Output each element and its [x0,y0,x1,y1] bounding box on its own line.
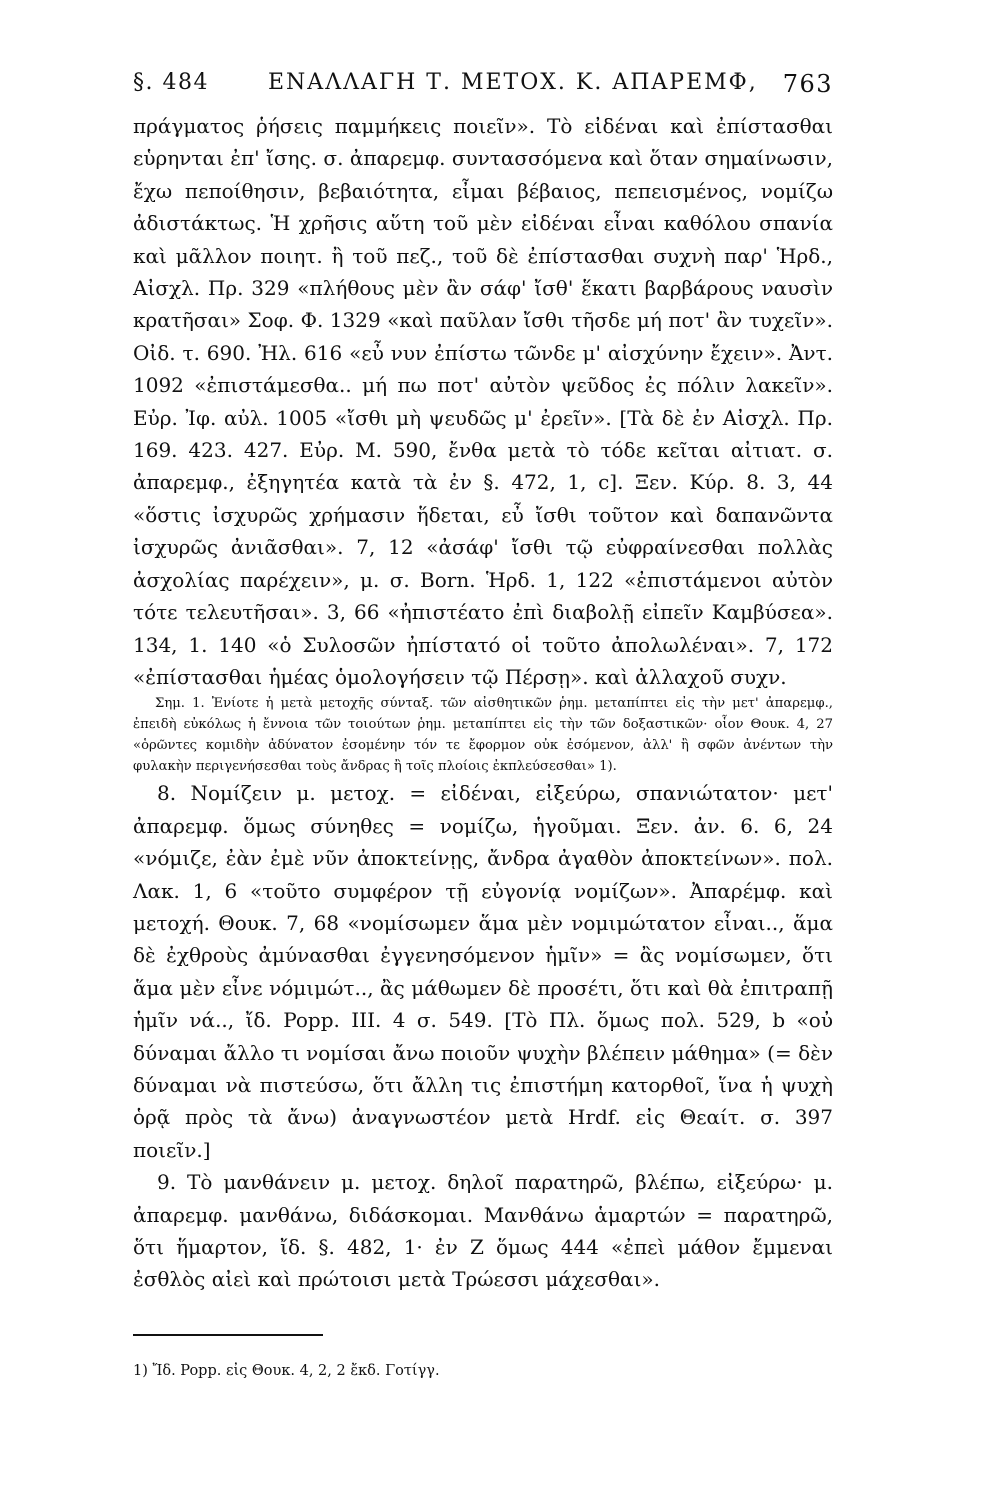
page-number: 763 [782,70,833,98]
remark-note: Σημ. 1. Ἐνίοτε ἡ μετὰ μετοχῆς σύνταξ. τῶν αἰσθητικῶν ῥημ. μεταπίπτει εἰς τὴν μετ' ἀπαρεμφ., ἐπειδὴ εὐκόλως ἡ ἔννοια τῶν τοιούτων ῥημ. μεταπίπτει εἰς τὴν τῶν δοξαστικῶν· οἷον Θουκ. 4, 27 «ὁρῶντες κομιδὴν ἀδύνατον ἐσομένην τόν τε ἔφορμον οὐκ ἐσόμενον, ἀλλ' ἢ σφῶν ἀνέντων τὴν φυλακὴν περιγενήσεσθαι τοὺς ἄνδρας ἢ τοῖς πλοίοις ἐκπλεύσεσθαι» 1). [133,696,833,775]
section-number: §. 484 [133,70,209,95]
book-page [133,62,833,1462]
footnote: 1) Ἴδ. Popp. εἰς Θουκ. 4, 2, 2 ἔκδ. Γοτίγγ. [133,1362,440,1379]
paragraph-continued: πράγματος ῥήσεις παμμήκεις ποιεῖν». Τὸ εἰδέναι καὶ ἐπίστασθαι εὑρηνται ἐπ' ἴσης. σ. ἀπαρεμφ. συντασσόμενα καὶ ὅταν σημαίνωσιν, ἔχω πεποίθησιν, βεβαιότητα, εἶμαι βέβαιος, πεπεισμένος, νομίζω ἀδιστάκτως. Ἡ χρῆσις αὕτη τοῦ μὲν εἰδέναι εἶναι καθόλου σπανία καὶ μᾶλλον ποιητ. ἢ τοῦ πεζ., τοῦ δὲ ἐπίστασθαι συχνὴ παρ' Ἡρδ., Αἰσχλ. Πρ. 329 «πλήθους μὲν ἂν σάφ' ἴσθ' ἕκατι βαρβάρους ναυσὶν κρατῆσαι» Σοφ. Φ. 1329 «καὶ παῦλαν ἴσθι τῆσδε μή ποτ' ἂν τυχεῖν». Οἰδ. τ. 690. Ἠλ. 616 «εὖ νυν ἐπίστω τῶνδε μ' αἰσχύνην ἔχειν». Ἀντ. 1092 «ἐπιστάμεσθα.. μή πω ποτ' αὐτὸν ψεῦδος ἐς πόλιν λακεῖν». Εὐρ. Ἰφ. αὐλ. 1005 «ἴσθι μὴ ψευδῶς μ' ἐρεῖν». [Τὰ δὲ ἐν Αἰσχλ. Πρ. 169. 423. 427. Εὐρ. Μ. 590, ἔνθα μετὰ τὸ τόδε κεῖται αἰτιατ. σ. ἀπαρεμφ., ἐξηγητέα κατὰ τὰ ἐν §. 472, 1, c]. Ξεν. Κύρ. 8. 3, 44 «ὅστις ἰσχυρῶς χρήμασιν ἥδεται, εὖ ἴσθι τοῦτον καὶ δαπανῶντα ἰσχυρῶς ἀνιᾶσθαι». 7, 12 «ἀσάφ' ἴσθι τῷ εὐφραίνεσθαι πολλὰς ἀσχολίας παρέχειν», μ. σ. Born. Ἡρδ. 1, 122 «ἐπιστάμενοι αὐτὸν τότε τελευτῆσαι». 3, 66 «ἠπιστέατο ἐπὶ διαβολῇ εἰπεῖν Καμβύσεα». 134, 1. 140 «ὁ Συλοσῶν ἠπίστατό οἱ τοῦτο ἀπολωλέναι». 7, 172 «ἐπίστασθαι ἡμέας ὁμολογήσειν τῷ Πέρσῃ». καὶ ἀλλαχοῦ συχν. [133,114,833,689]
running-title: ΕΝΑΛΛΑΓΗ Τ. ΜΕΤΟΧ. Κ. ΑΠΑΡΕΜΦ, [268,70,758,95]
main-text [133,110,833,1296]
running-head [133,62,833,104]
footnote-rule [133,1334,323,1336]
paragraph-9: 9. Τὸ μανθάνειν μ. μετοχ. δηλοῖ παρατηρῶ, βλέπω, εἰξεύρω· μ. ἀπαρεμφ. μανθάνω, διδάσκομαι. Μανθάνω ἁμαρτών = παρατηρῶ, ὅτι ἥμαρτον, ἴδ. §. 482, 1· ἐν Ζ ὅμως 444 «ἐπεὶ μάθον ἔμμεναι ἐσθλὸς αἰεὶ καὶ πρώτοισι μετὰ Τρώεσσι μάχεσθαι». [133,1170,833,1292]
paragraph-8: 8. Νομίζειν μ. μετοχ. = εἰδέναι, εἰξεύρω, σπανιώτατον· μετ' ἀπαρεμφ. ὅμως σύνηθες = νομίζω, ἡγοῦμαι. Ξεν. ἀν. 6. 6, 24 «νόμιζε, ἐὰν ἐμὲ νῦν ἀποκτείνῃς, ἄνδρα ἀγαθὸν ἀποκτείνων». πολ. Λακ. 1, 6 «τοῦτο συμφέρον τῇ εὐγονίᾳ νομίζων». Ἀπαρέμφ. καὶ μετοχή. Θουκ. 7, 68 «νομίσωμεν ἅμα μὲν νομιμώτατον εἶναι.., ἅμα δὲ ἐχθροὺς ἀμύνασθαι ἐγγενησόμενον ἡμῖν» = ἂς νομίσωμεν, ὅτι ἅμα μὲν εἶνε νόμιμώτ.., ἂς μάθωμεν δὲ προσέτι, ὅτι καὶ θὰ ἐπιτραπῇ ἡμῖν νά.., ἴδ. Popp. III. 4 σ. 549. [Τὸ Πλ. ὅμως πολ. 529, b «οὐ δύναμαι ἄλλο τι νομίσαι ἄνω ποιοῦν ψυχὴν βλέπειν μάθημα» (= δὲν δύναμαι νὰ πιστεύσω, ὅτι ἄλλη τις ἐπιστήμη κατορθοῖ, ἵνα ἡ ψυχὴ ὁρᾷ πρὸς τὰ ἄνω) ἀναγνωστέον μετὰ Hrdf. εἰς Θεαίτ. σ. 397 ποιεῖν.] [133,781,833,1162]
